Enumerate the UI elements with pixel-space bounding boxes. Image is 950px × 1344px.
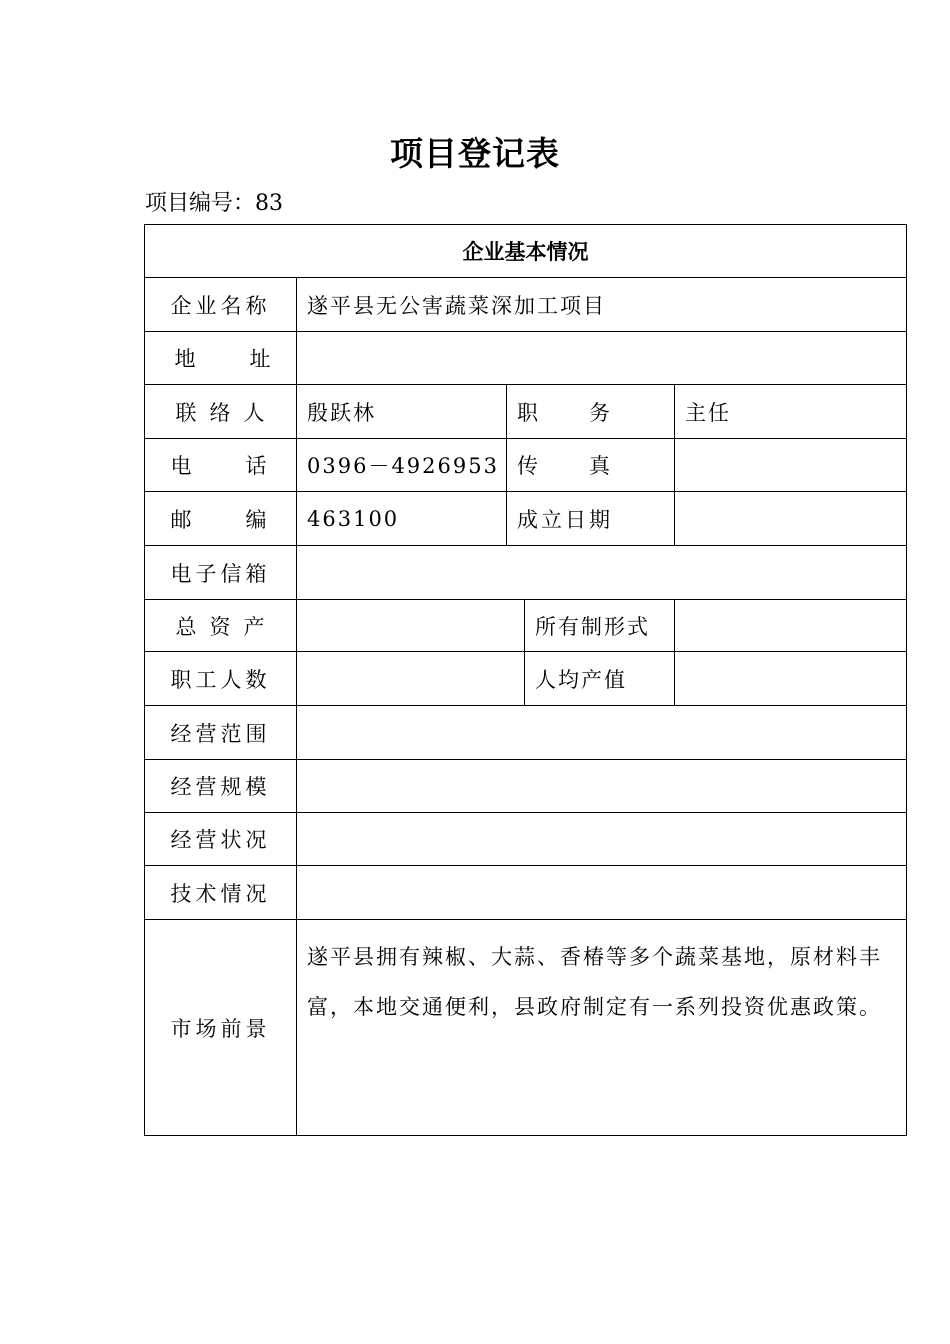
market-outlook-label: 市场前景 (145, 920, 297, 1135)
project-number (145, 186, 283, 217)
technology-label: 技术情况 (145, 866, 297, 920)
address-value[interactable] (297, 332, 906, 385)
fax-label: 传 真 (507, 439, 675, 492)
ownership-label: 所有制形式 (525, 600, 675, 652)
business-scope-value[interactable] (297, 706, 906, 760)
address-label-text: 地 址 (174, 347, 275, 371)
business-status-value[interactable] (297, 813, 906, 866)
page-title: 项目登记表 (390, 134, 560, 173)
company-name-label: 企业名称 (145, 278, 297, 332)
total-assets-label: 总资产 (145, 600, 297, 652)
contact-value[interactable]: 殷跃林 (297, 385, 507, 439)
employees-label: 职工人数 (145, 652, 297, 706)
contact-label: 联络人 (145, 385, 297, 439)
per-capita-output-value[interactable] (675, 652, 906, 706)
established-label: 成立日期 (507, 492, 675, 546)
address-label (145, 332, 297, 385)
project-number-label: 项目编号： (145, 191, 256, 216)
fax-value[interactable] (675, 439, 906, 492)
established-value[interactable] (675, 492, 906, 546)
project-number-value: 83 (255, 191, 284, 216)
postcode-label: 邮 编 (145, 492, 297, 546)
market-outlook-value[interactable]: 遂平县拥有辣椒、大蒜、香椿等多个蔬菜基地，原材料丰富，本地交通便利，县政府制定有一系列投资优惠政策。 (307, 945, 882, 1019)
business-status-label: 经营状况 (145, 813, 297, 866)
position-value[interactable]: 主任 (675, 385, 906, 439)
phone-value[interactable]: 0396－4926953 (297, 439, 507, 492)
technology-value[interactable] (297, 866, 906, 920)
employees-value[interactable] (297, 652, 525, 706)
registration-table (144, 224, 907, 1136)
position-label: 职 务 (507, 385, 675, 439)
email-label: 电子信箱 (145, 546, 297, 600)
business-scale-value[interactable] (297, 760, 906, 813)
postcode-value[interactable]: 463100 (297, 492, 507, 546)
ownership-value[interactable] (675, 600, 906, 652)
phone-label: 电 话 (145, 439, 297, 492)
total-assets-value[interactable] (297, 600, 525, 652)
per-capita-output-label: 人均产值 (525, 652, 675, 706)
business-scale-label: 经营规模 (145, 760, 297, 813)
business-scope-label: 经营范围 (145, 706, 297, 760)
company-name-value[interactable]: 遂平县无公害蔬菜深加工项目 (297, 278, 906, 332)
email-value[interactable] (297, 546, 906, 600)
section-title: 企业基本情况 (145, 225, 906, 278)
